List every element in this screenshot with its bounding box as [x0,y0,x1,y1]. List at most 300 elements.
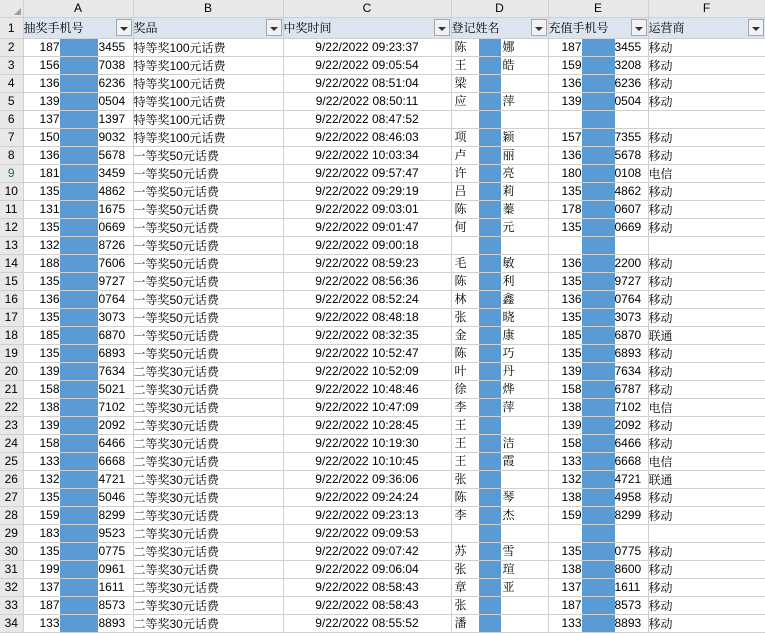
table-row[interactable] [0,38,765,56]
row-header-8[interactable]: 8 [0,146,23,164]
cell-carrier[interactable]: 移动 [648,74,765,92]
cell-lottery-phone[interactable] [23,254,133,272]
masked-digits-highlight [582,165,615,182]
cell-carrier[interactable] [648,110,765,128]
cell-prize[interactable]: 特等奖100元话费 [133,38,283,56]
cell-recharge-phone[interactable] [548,146,648,164]
cell-lottery-phone[interactable] [23,596,133,614]
cell-carrier[interactable]: 移动 [648,380,765,398]
cell-registered-name[interactable] [451,506,548,524]
cell-recharge-phone[interactable] [548,542,648,560]
cell-lottery-phone[interactable] [23,200,133,218]
cell-registered-name[interactable] [451,380,548,398]
table-row[interactable] [0,146,765,164]
cell-win-time[interactable]: 9/22/2022 08:58:43 [283,596,451,614]
cell-carrier[interactable]: 电信 [648,452,765,470]
filter-header-phone[interactable] [23,17,133,38]
table-row[interactable] [0,434,765,452]
cell-win-time[interactable]: 9/22/2022 10:10:45 [283,452,451,470]
cell-recharge-phone[interactable] [548,416,648,434]
cell-lottery-phone[interactable] [23,488,133,506]
table-row[interactable] [0,506,765,524]
column-header-f[interactable]: F [648,0,765,17]
cell-prize[interactable]: 一等奖50元话费 [133,182,283,200]
cell-lottery-phone[interactable] [23,146,133,164]
cell-prize[interactable]: 二等奖30元话费 [133,506,283,524]
table-row[interactable] [0,596,765,614]
cell-prize[interactable]: 二等奖30元话费 [133,560,283,578]
cell-lottery-phone[interactable] [23,290,133,308]
lottery-phone-prefix: 132 [39,471,60,486]
cell-win-time[interactable]: 9/22/2022 09:07:42 [283,542,451,560]
cell-registered-name[interactable] [451,272,548,290]
table-row[interactable] [0,398,765,416]
cell-recharge-phone[interactable] [548,452,648,470]
cell-recharge-phone[interactable] [548,506,648,524]
cell-recharge-phone[interactable] [548,254,648,272]
cell-prize[interactable]: 二等奖30元话费 [133,398,283,416]
filter-header-time[interactable] [283,17,451,38]
cell-carrier[interactable]: 联通 [648,326,765,344]
cell-win-time[interactable]: 9/22/2022 08:56:36 [283,272,451,290]
row-header-6[interactable]: 6 [0,110,23,128]
cell-prize[interactable]: 特等奖100元话费 [133,92,283,110]
cell-carrier[interactable]: 移动 [648,542,765,560]
row-header-16[interactable]: 16 [0,290,23,308]
row-header-24[interactable]: 24 [0,434,23,452]
cell-prize[interactable]: 二等奖30元话费 [133,362,283,380]
cell-prize[interactable]: 二等奖30元话费 [133,614,283,632]
table-row[interactable] [0,290,765,308]
filter-dropdown-recharge-phone[interactable] [631,19,647,36]
cell-registered-name[interactable] [451,488,548,506]
cell-recharge-phone[interactable] [548,380,648,398]
column-header-c[interactable]: C [283,0,451,17]
cell-recharge-phone[interactable] [548,578,648,596]
filter-header-carrier[interactable] [648,17,765,38]
filter-label-prize: 奖品 [133,20,158,35]
cell-carrier[interactable] [648,524,765,542]
cell-carrier[interactable]: 移动 [648,488,765,506]
row-header-30[interactable]: 30 [0,542,23,560]
filter-dropdown-phone[interactable] [116,19,132,36]
cell-prize[interactable]: 二等奖30元话费 [133,578,283,596]
cell-registered-name[interactable] [451,398,548,416]
table-row[interactable] [0,272,765,290]
row-header-23[interactable]: 23 [0,416,23,434]
table-row[interactable] [0,326,765,344]
cell-prize[interactable]: 一等奖50元话费 [133,308,283,326]
cell-prize[interactable]: 二等奖30元话费 [133,470,283,488]
cell-registered-name[interactable] [451,614,548,632]
cell-prize[interactable]: 一等奖50元话费 [133,236,283,254]
cell-registered-name[interactable] [451,56,548,74]
row-header-22[interactable]: 22 [0,398,23,416]
cell-win-time[interactable]: 9/22/2022 10:47:09 [283,398,451,416]
cell-carrier[interactable] [648,236,765,254]
row-header-28[interactable]: 28 [0,506,23,524]
cell-prize[interactable]: 一等奖50元话费 [133,272,283,290]
cell-recharge-phone[interactable] [548,56,648,74]
registered-given-name: 敏 [502,255,515,270]
cell-win-time[interactable]: 9/22/2022 09:06:04 [283,560,451,578]
cell-prize[interactable]: 一等奖50元话费 [133,146,283,164]
table-row[interactable] [0,524,765,542]
recharge-phone-suffix: 0108 [614,165,642,180]
table-row[interactable] [0,578,765,596]
masked-digits-highlight [582,543,615,560]
cell-recharge-phone[interactable] [548,182,648,200]
filter-header-name[interactable] [451,17,548,38]
cell-registered-name[interactable] [451,470,548,488]
cell-carrier[interactable]: 移动 [648,182,765,200]
cell-carrier[interactable]: 移动 [648,506,765,524]
cell-recharge-phone[interactable] [548,326,648,344]
cell-prize[interactable]: 特等奖100元话费 [133,74,283,92]
cell-registered-name[interactable] [451,452,548,470]
table-row[interactable] [0,560,765,578]
table-row[interactable] [0,542,765,560]
cell-registered-name[interactable] [451,38,548,56]
recharge-phone-suffix: 7634 [614,363,642,378]
cell-registered-name[interactable] [451,254,548,272]
row-header-19[interactable]: 19 [0,344,23,362]
cell-win-time[interactable]: 9/22/2022 10:19:30 [283,434,451,452]
registered-given-name [501,471,548,488]
row-header-18[interactable]: 18 [0,326,23,344]
cell-recharge-phone[interactable] [548,434,648,452]
cell-carrier[interactable]: 移动 [648,56,765,74]
row-header-2[interactable]: 2 [0,38,23,56]
cell-registered-name[interactable] [451,164,548,182]
cell-lottery-phone[interactable] [23,308,133,326]
cell-win-time[interactable]: 9/22/2022 09:01:47 [283,218,451,236]
cell-lottery-phone[interactable] [23,398,133,416]
cell-prize[interactable]: 二等奖30元话费 [133,380,283,398]
cell-recharge-phone[interactable] [548,200,648,218]
table-row[interactable] [0,218,765,236]
cell-lottery-phone[interactable] [23,416,133,434]
row-header-34[interactable]: 34 [0,614,23,632]
cell-win-time[interactable]: 9/22/2022 09:00:18 [283,236,451,254]
cell-prize[interactable]: 特等奖100元话费 [133,128,283,146]
cell-registered-name[interactable] [451,74,548,92]
cell-registered-name[interactable] [451,434,548,452]
table-row[interactable] [0,128,765,146]
cell-carrier[interactable]: 移动 [648,344,765,362]
row-header-17[interactable]: 17 [0,308,23,326]
cell-registered-name[interactable] [451,110,548,128]
cell-prize[interactable]: 特等奖100元话费 [133,110,283,128]
cell-prize[interactable]: 特等奖100元话费 [133,56,283,74]
column-header-e[interactable]: E [548,0,648,17]
cell-prize[interactable]: 一等奖50元话费 [133,254,283,272]
filter-header-recharge-phone[interactable] [548,17,648,38]
table-row[interactable] [0,416,765,434]
cell-prize[interactable]: 一等奖50元话费 [133,164,283,182]
cell-carrier[interactable]: 电信 [648,164,765,182]
cell-carrier[interactable]: 移动 [648,416,765,434]
cell-prize[interactable]: 一等奖50元话费 [133,290,283,308]
cell-carrier[interactable]: 移动 [648,578,765,596]
cell-win-time[interactable]: 9/22/2022 09:23:13 [283,506,451,524]
row-header-29[interactable]: 29 [0,524,23,542]
cell-recharge-phone[interactable] [548,362,648,380]
filter-header-prize[interactable] [133,17,283,38]
cell-registered-name[interactable] [451,200,548,218]
cell-win-time[interactable]: 9/22/2022 10:03:34 [283,146,451,164]
cell-lottery-phone[interactable] [23,92,133,110]
lottery-phone-suffix: 6466 [98,435,126,450]
cell-registered-name[interactable] [451,362,548,380]
cell-carrier[interactable]: 移动 [648,560,765,578]
cell-carrier[interactable]: 移动 [648,596,765,614]
cell-prize[interactable]: 一等奖50元话费 [133,200,283,218]
cell-carrier[interactable]: 联通 [648,470,765,488]
row-header-33[interactable]: 33 [0,596,23,614]
cell-lottery-phone[interactable] [23,380,133,398]
cell-lottery-phone[interactable] [23,560,133,578]
row-header-9[interactable]: 9 [0,164,23,182]
cell-lottery-phone[interactable] [23,362,133,380]
table-row[interactable] [0,308,765,326]
cell-recharge-phone[interactable] [548,524,648,542]
cell-registered-name[interactable] [451,236,548,254]
filter-dropdown-carrier[interactable] [748,19,764,36]
cell-lottery-phone[interactable] [23,524,133,542]
cell-carrier[interactable]: 移动 [648,362,765,380]
recharge-phone-suffix: 8573 [614,597,642,612]
cell-prize[interactable]: 二等奖30元话费 [133,488,283,506]
cell-registered-name[interactable] [451,290,548,308]
table-row[interactable] [0,380,765,398]
cell-lottery-phone[interactable] [23,542,133,560]
cell-registered-name[interactable] [451,326,548,344]
cell-lottery-phone[interactable] [23,236,133,254]
cell-carrier[interactable]: 移动 [648,38,765,56]
row-header-21[interactable]: 21 [0,380,23,398]
row-header-12[interactable]: 12 [0,218,23,236]
cell-win-time[interactable]: 9/22/2022 09:03:01 [283,200,451,218]
cell-recharge-phone[interactable] [548,614,648,632]
row-header-1[interactable]: 1 [0,17,23,38]
cell-prize[interactable]: 二等奖30元话费 [133,524,283,542]
row-header-14[interactable]: 14 [0,254,23,272]
table-row[interactable] [0,110,765,128]
cell-carrier[interactable]: 移动 [648,434,765,452]
cell-win-time[interactable]: 9/22/2022 08:51:04 [283,74,451,92]
cell-recharge-phone[interactable] [548,272,648,290]
cell-recharge-phone[interactable] [548,470,648,488]
cell-recharge-phone[interactable] [548,560,648,578]
cell-win-time[interactable]: 9/22/2022 08:32:35 [283,326,451,344]
cell-registered-name[interactable] [451,524,548,542]
cell-win-time[interactable]: 9/22/2022 08:52:24 [283,290,451,308]
cell-recharge-phone[interactable] [548,344,648,362]
cell-win-time[interactable]: 9/22/2022 09:05:54 [283,56,451,74]
cell-prize[interactable]: 二等奖30元话费 [133,542,283,560]
table-row[interactable] [0,56,765,74]
cell-prize[interactable]: 一等奖50元话费 [133,344,283,362]
cell-recharge-phone[interactable] [548,38,648,56]
table-row[interactable] [0,254,765,272]
cell-lottery-phone[interactable] [23,578,133,596]
row-header-26[interactable]: 26 [0,470,23,488]
column-header-b[interactable]: B [133,0,283,17]
cell-win-time[interactable]: 9/22/2022 08:59:23 [283,254,451,272]
cell-carrier[interactable]: 移动 [648,290,765,308]
cell-lottery-phone[interactable] [23,344,133,362]
cell-win-time[interactable]: 9/22/2022 09:36:06 [283,470,451,488]
cell-registered-name[interactable] [451,146,548,164]
cell-lottery-phone[interactable] [23,56,133,74]
registered-surname: 潘 [454,615,467,630]
cell-win-time[interactable]: 9/22/2022 08:50:11 [283,92,451,110]
cell-lottery-phone[interactable] [23,326,133,344]
select-all-corner[interactable] [0,0,23,17]
column-header-a[interactable]: A [23,0,133,17]
cell-recharge-phone[interactable] [548,290,648,308]
cell-registered-name[interactable] [451,344,548,362]
table-row[interactable] [0,452,765,470]
cell-prize[interactable]: 二等奖30元话费 [133,596,283,614]
masked-digits-highlight [60,489,98,506]
column-header-d[interactable]: D [451,0,548,17]
cell-registered-name[interactable] [451,218,548,236]
cell-carrier[interactable]: 移动 [648,128,765,146]
row-header-20[interactable]: 20 [0,362,23,380]
cell-lottery-phone[interactable] [23,272,133,290]
cell-carrier[interactable]: 移动 [648,200,765,218]
cell-prize[interactable]: 一等奖50元话费 [133,218,283,236]
row-header-27[interactable]: 27 [0,488,23,506]
table-row[interactable] [0,200,765,218]
cell-lottery-phone[interactable] [23,128,133,146]
filter-dropdown-name[interactable] [531,19,547,36]
cell-lottery-phone[interactable] [23,614,133,632]
cell-recharge-phone[interactable] [548,164,648,182]
cell-lottery-phone[interactable] [23,434,133,452]
cell-recharge-phone[interactable] [548,398,648,416]
cell-prize[interactable]: 二等奖30元话费 [133,452,283,470]
cell-prize[interactable]: 二等奖30元话费 [133,434,283,452]
cell-win-time[interactable]: 9/22/2022 10:48:46 [283,380,451,398]
cell-recharge-phone[interactable] [548,308,648,326]
recharge-phone-suffix [615,111,648,128]
cell-recharge-phone[interactable] [548,92,648,110]
cell-registered-name[interactable] [451,542,548,560]
table-row[interactable] [0,488,765,506]
masked-digits-highlight [60,39,98,56]
cell-registered-name[interactable] [451,128,548,146]
table-row[interactable] [0,344,765,362]
cell-carrier[interactable]: 电信 [648,398,765,416]
cell-win-time[interactable]: 9/22/2022 08:48:18 [283,308,451,326]
cell-carrier[interactable]: 移动 [648,92,765,110]
row-header-3[interactable]: 3 [0,56,23,74]
cell-lottery-phone[interactable] [23,164,133,182]
cell-prize[interactable]: 一等奖50元话费 [133,326,283,344]
cell-lottery-phone[interactable] [23,38,133,56]
cell-win-time[interactable]: 9/22/2022 09:09:53 [283,524,451,542]
cell-win-time[interactable]: 9/22/2022 08:47:52 [283,110,451,128]
row-header-5[interactable]: 5 [0,92,23,110]
row-header-10[interactable]: 10 [0,182,23,200]
table-row[interactable] [0,164,765,182]
cell-win-time[interactable]: 9/22/2022 08:46:03 [283,128,451,146]
row-header-4[interactable]: 4 [0,74,23,92]
cell-carrier[interactable]: 移动 [648,254,765,272]
cell-recharge-phone[interactable] [548,110,648,128]
table-row[interactable] [0,92,765,110]
cell-lottery-phone[interactable] [23,506,133,524]
cell-recharge-phone[interactable] [548,596,648,614]
table-row[interactable] [0,74,765,92]
cell-carrier[interactable]: 移动 [648,146,765,164]
cell-registered-name[interactable] [451,578,548,596]
cell-lottery-phone[interactable] [23,452,133,470]
cell-carrier[interactable]: 移动 [648,614,765,632]
cell-win-time[interactable]: 9/22/2022 09:24:24 [283,488,451,506]
cell-recharge-phone[interactable] [548,128,648,146]
cell-win-time[interactable]: 9/22/2022 09:23:37 [283,38,451,56]
cell-recharge-phone[interactable] [548,74,648,92]
cell-registered-name[interactable] [451,416,548,434]
cell-win-time[interactable]: 9/22/2022 08:55:52 [283,614,451,632]
cell-win-time[interactable]: 9/22/2022 08:58:43 [283,578,451,596]
table-row[interactable] [0,362,765,380]
cell-prize[interactable]: 二等奖30元话费 [133,416,283,434]
cell-carrier[interactable]: 移动 [648,272,765,290]
cell-lottery-phone[interactable] [23,182,133,200]
cell-recharge-phone[interactable] [548,218,648,236]
row-header-11[interactable]: 11 [0,200,23,218]
cell-registered-name[interactable] [451,596,548,614]
cell-registered-name[interactable] [451,92,548,110]
cell-carrier[interactable]: 移动 [648,308,765,326]
row-header-15[interactable]: 15 [0,272,23,290]
cell-lottery-phone[interactable] [23,74,133,92]
cell-win-time[interactable]: 9/22/2022 10:28:45 [283,416,451,434]
row-header-31[interactable]: 31 [0,560,23,578]
row-header-25[interactable]: 25 [0,452,23,470]
table-row[interactable] [0,236,765,254]
cell-registered-name[interactable] [451,560,548,578]
table-row[interactable] [0,470,765,488]
cell-win-time[interactable]: 9/22/2022 09:57:47 [283,164,451,182]
cell-lottery-phone[interactable] [23,470,133,488]
row-header-13[interactable]: 13 [0,236,23,254]
table-row[interactable] [0,614,765,632]
cell-registered-name[interactable] [451,182,548,200]
lottery-phone-suffix: 8573 [98,597,126,612]
filter-dropdown-prize[interactable] [266,19,282,36]
cell-registered-name[interactable] [451,308,548,326]
filter-dropdown-time[interactable] [434,19,450,36]
table-row[interactable] [0,182,765,200]
cell-lottery-phone[interactable] [23,218,133,236]
row-header-7[interactable]: 7 [0,128,23,146]
lottery-phone-prefix: 187 [39,597,60,612]
cell-win-time[interactable]: 9/22/2022 10:52:09 [283,362,451,380]
cell-recharge-phone[interactable] [548,236,648,254]
cell-recharge-phone[interactable] [548,488,648,506]
cell-win-time[interactable]: 9/22/2022 10:52:47 [283,344,451,362]
cell-lottery-phone[interactable] [23,110,133,128]
row-header-32[interactable]: 32 [0,578,23,596]
cell-carrier[interactable]: 移动 [648,218,765,236]
cell-win-time[interactable]: 9/22/2022 09:29:19 [283,182,451,200]
